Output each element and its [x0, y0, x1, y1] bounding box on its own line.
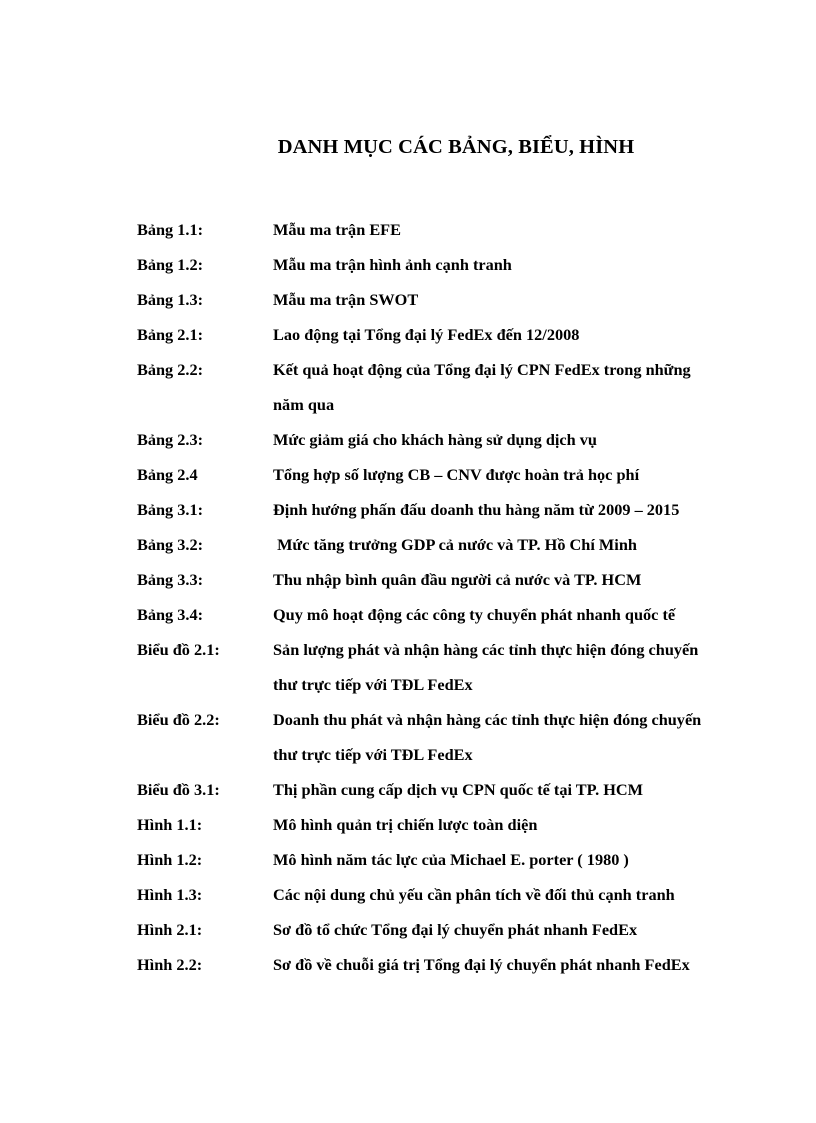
list-item	[137, 842, 777, 877]
list-item	[137, 597, 777, 632]
list-item	[137, 352, 777, 387]
list-item-label: Bảng 2.1:	[137, 325, 204, 344]
list-item-label: Hình 2.1:	[137, 920, 203, 939]
list-item	[137, 422, 777, 457]
list-item-label: Hình 1.3:	[137, 885, 203, 904]
list-item-caption: thư trực tiếp với TĐL FedEx	[273, 745, 473, 764]
list-item-label: Bảng 1.1:	[137, 220, 204, 239]
list-item-continuation	[137, 387, 777, 422]
list-item-caption: thư trực tiếp với TĐL FedEx	[273, 675, 473, 694]
list-item-caption: Lao động tại Tổng đại lý FedEx đến 12/2008	[273, 325, 580, 344]
list-item-label: Biểu đồ 2.1:	[137, 640, 220, 659]
list-item	[137, 912, 777, 947]
list-item-caption: Sản lượng phát và nhận hàng các tỉnh thực hiện đóng chuyến	[273, 640, 699, 659]
list-item-label	[137, 387, 273, 422]
list-item-label: Bảng 3.1:	[137, 500, 204, 519]
list-item-caption: Mẫu ma trận EFE	[273, 220, 401, 239]
list-item-label	[137, 737, 273, 772]
list-item-caption: Thị phần cung cấp dịch vụ CPN quốc tế tại TP. HCM	[273, 780, 644, 799]
list-item	[137, 632, 777, 667]
list-item-label	[137, 667, 273, 702]
list-item-label: Bảng 3.2:	[137, 535, 204, 554]
list-item-caption: Mức tăng trưởng GDP cả nước và TP. Hồ Chí Minh	[273, 535, 637, 554]
list-item-caption: Kết quả hoạt động của Tổng đại lý CPN FedEx trong những	[273, 360, 691, 379]
list-item	[137, 282, 777, 317]
page-title: DANH MỤC CÁC BẢNG, BIỂU, HÌNH	[277, 136, 635, 158]
list-item-label: Bảng 1.2:	[137, 255, 204, 274]
list-item	[137, 877, 777, 912]
list-item	[137, 212, 777, 247]
list-item	[137, 317, 777, 352]
list-item	[137, 527, 777, 562]
list-item-label: Bảng 2.3:	[137, 430, 204, 449]
list-item	[137, 457, 777, 492]
list-item-caption: Mẫu ma trận SWOT	[273, 290, 419, 309]
list-item-continuation	[137, 667, 777, 702]
list-item	[137, 702, 777, 737]
list-item	[137, 772, 777, 807]
list-item	[137, 947, 777, 982]
list-item-label: Hình 2.2:	[137, 955, 203, 974]
list-item-caption: Sơ đồ tổ chức Tổng đại lý chuyển phát nhanh FedEx	[273, 920, 638, 939]
list-item-label: Biểu đồ 2.2:	[137, 710, 220, 729]
list-item-caption: Thu nhập bình quân đầu người cả nước và TP. HCM	[273, 570, 642, 589]
table-of-figures-list	[137, 212, 777, 982]
list-item-caption: Mẫu ma trận hình ảnh cạnh tranh	[273, 255, 512, 274]
list-item	[137, 247, 777, 282]
list-item-caption: Doanh thu phát và nhận hàng các tỉnh thực hiện đóng chuyến	[273, 710, 702, 729]
list-item	[137, 807, 777, 842]
list-item-caption: Tổng hợp số lượng CB – CNV được hoàn trả học phí	[273, 465, 640, 484]
list-item-label: Biểu đồ 3.1:	[137, 780, 220, 799]
list-item-caption: Định hướng phấn đấu doanh thu hàng năm từ 2009 – 2015	[273, 500, 680, 519]
list-item-label: Bảng 1.3:	[137, 290, 204, 309]
list-item-caption: Mô hình quản trị chiến lược toàn diện	[273, 815, 538, 834]
list-item-caption: Mô hình năm tác lực của Michael E. porter ( 1980 )	[273, 850, 629, 869]
list-item-label: Hình 1.1:	[137, 815, 203, 834]
list-item-caption: năm qua	[273, 395, 335, 414]
list-item-caption: Sơ đồ về chuỗi giá trị Tổng đại lý chuyển phát nhanh FedEx	[273, 955, 690, 974]
list-item-label: Bảng 3.4:	[137, 605, 204, 624]
list-item-label: Bảng 3.3:	[137, 570, 204, 589]
list-item-caption: Mức giảm giá cho khách hàng sử dụng dịch vụ	[273, 430, 597, 449]
list-item-caption: Quy mô hoạt động các công ty chuyển phát nhanh quốc tế	[273, 605, 676, 624]
list-item-label: Bảng 2.2:	[137, 360, 204, 379]
list-item-label: Hình 1.2:	[137, 850, 203, 869]
list-item	[137, 562, 777, 597]
list-item-caption: Các nội dung chủ yếu cần phân tích về đối thủ cạnh tranh	[273, 885, 675, 904]
list-item-label: Bảng 2.4	[137, 465, 198, 484]
list-item-continuation	[137, 737, 777, 772]
list-item	[137, 492, 777, 527]
